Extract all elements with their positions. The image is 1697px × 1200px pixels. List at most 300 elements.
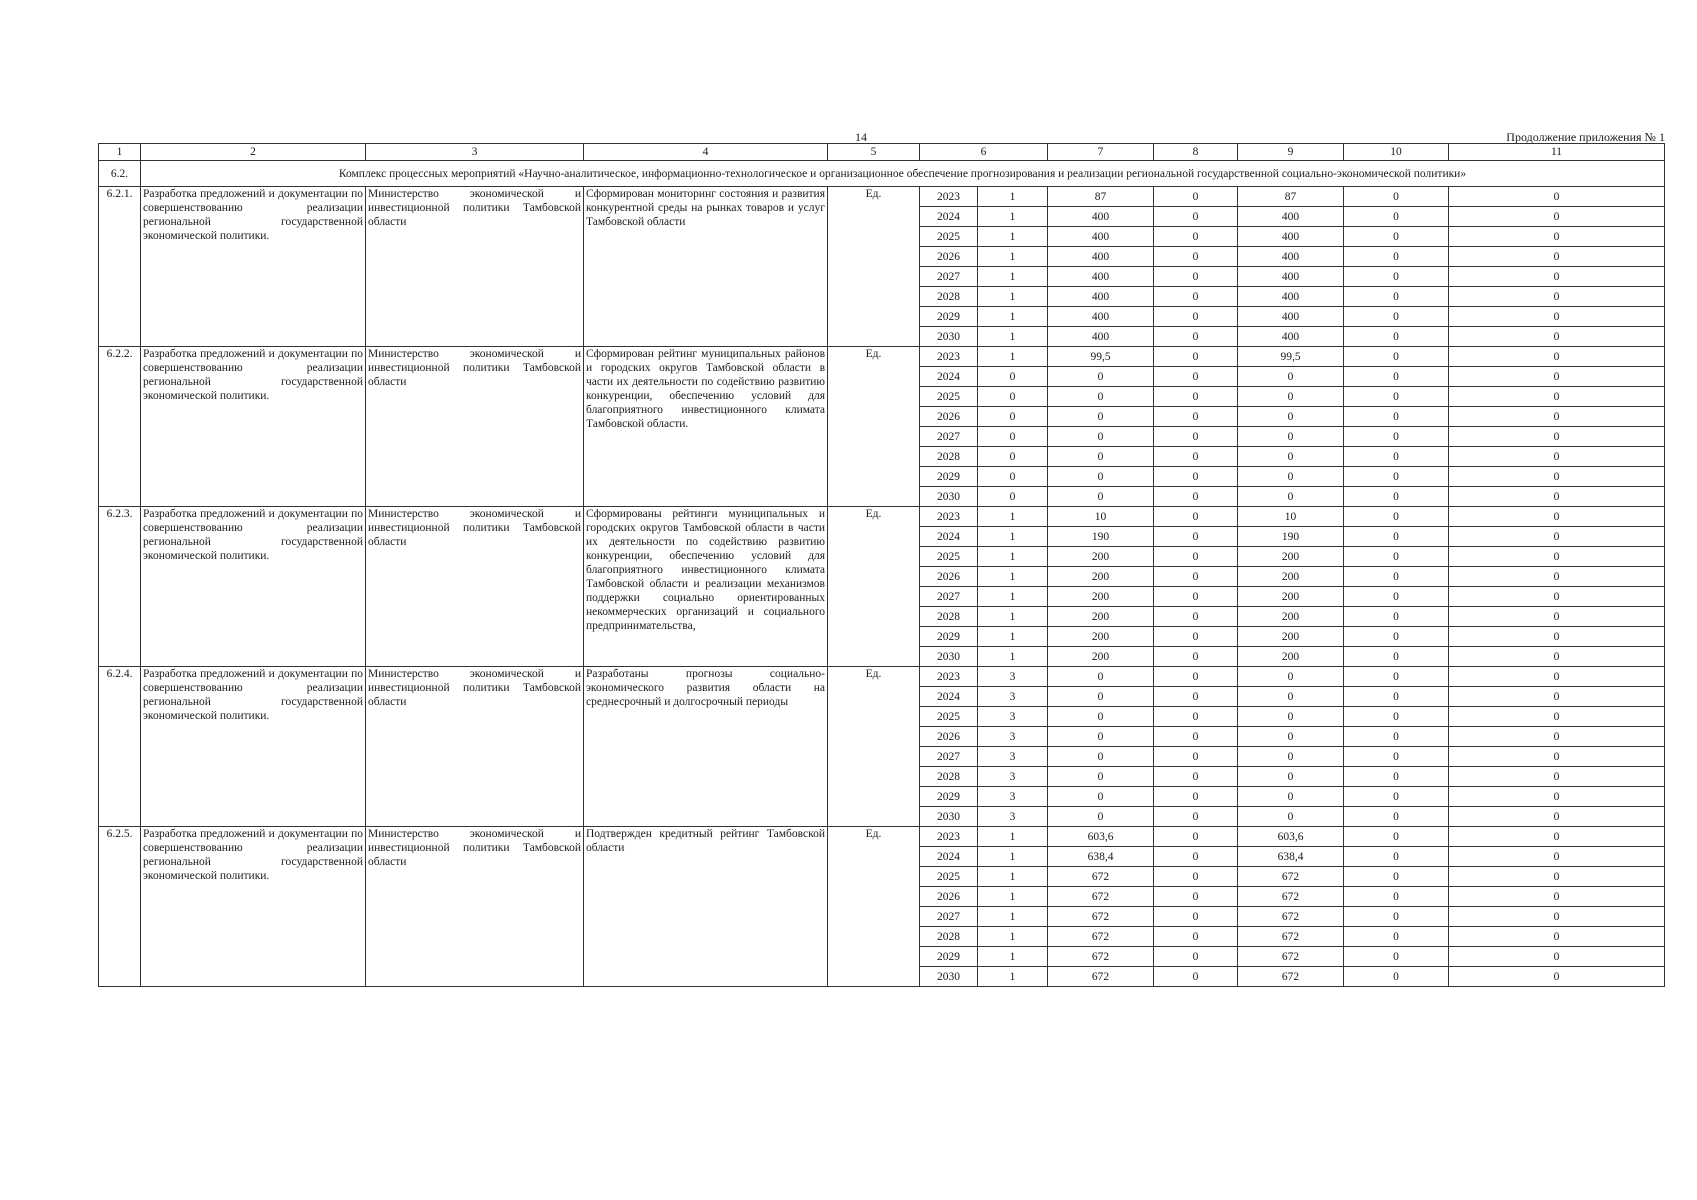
value-cell: 0 bbox=[1344, 847, 1449, 867]
value-cell: 0 bbox=[1344, 307, 1449, 327]
value-cell: 190 bbox=[1238, 527, 1344, 547]
value-cell: 0 bbox=[1344, 367, 1449, 387]
value-cell: 0 bbox=[1154, 447, 1238, 467]
value-cell: 0 bbox=[1449, 467, 1665, 487]
value-cell: 0 bbox=[1449, 307, 1665, 327]
value-cell: 0 bbox=[1344, 807, 1449, 827]
value-cell: 0 bbox=[978, 367, 1048, 387]
value-cell: 0 bbox=[1344, 247, 1449, 267]
table-row bbox=[99, 187, 1665, 207]
item-name: Разработка предложений и документации по совершенствованию реализации региональной государственной экономической политики. bbox=[141, 507, 366, 667]
value-cell: 200 bbox=[1238, 547, 1344, 567]
year-cell: 2026 bbox=[920, 407, 978, 427]
column-number-row bbox=[99, 144, 1665, 161]
value-cell: 0 bbox=[1238, 367, 1344, 387]
item-name: Разработка предложений и документации по совершенствованию реализации региональной государственной экономической политики. bbox=[141, 347, 366, 507]
value-cell: 672 bbox=[1238, 887, 1344, 907]
value-cell: 0 bbox=[1154, 967, 1238, 987]
value-cell: 0 bbox=[1154, 667, 1238, 687]
year-cell: 2023 bbox=[920, 507, 978, 527]
header-cell: 7 bbox=[1048, 144, 1154, 161]
value-cell: 1 bbox=[978, 527, 1048, 547]
continuation-note: Продолжение приложения № 1 bbox=[1506, 130, 1665, 144]
year-cell: 2026 bbox=[920, 887, 978, 907]
value-cell: 0 bbox=[1154, 887, 1238, 907]
value-cell: 0 bbox=[978, 407, 1048, 427]
value-cell: 0 bbox=[1048, 427, 1154, 447]
value-cell: 0 bbox=[1238, 387, 1344, 407]
value-cell: 0 bbox=[1154, 807, 1238, 827]
table-row bbox=[99, 667, 1665, 687]
year-cell: 2027 bbox=[920, 427, 978, 447]
value-cell: 0 bbox=[1449, 527, 1665, 547]
value-cell: 1 bbox=[978, 327, 1048, 347]
value-cell: 1 bbox=[978, 967, 1048, 987]
value-cell: 672 bbox=[1238, 967, 1344, 987]
value-cell: 1 bbox=[978, 507, 1048, 527]
value-cell: 0 bbox=[1238, 707, 1344, 727]
value-cell: 400 bbox=[1048, 247, 1154, 267]
value-cell: 200 bbox=[1238, 587, 1344, 607]
value-cell: 0 bbox=[1154, 187, 1238, 207]
value-cell: 400 bbox=[1238, 307, 1344, 327]
value-cell: 0 bbox=[1154, 927, 1238, 947]
value-cell: 672 bbox=[1238, 927, 1344, 947]
value-cell: 1 bbox=[978, 867, 1048, 887]
year-cell: 2029 bbox=[920, 627, 978, 647]
year-cell: 2024 bbox=[920, 367, 978, 387]
value-cell: 0 bbox=[1154, 827, 1238, 847]
year-cell: 2024 bbox=[920, 207, 978, 227]
item-unit: Ед. bbox=[828, 827, 920, 987]
value-cell: 3 bbox=[978, 747, 1048, 767]
value-cell: 0 bbox=[1154, 427, 1238, 447]
value-cell: 0 bbox=[1449, 287, 1665, 307]
value-cell: 0 bbox=[1344, 907, 1449, 927]
value-cell: 0 bbox=[1344, 647, 1449, 667]
value-cell: 3 bbox=[978, 787, 1048, 807]
value-cell: 0 bbox=[1344, 267, 1449, 287]
value-cell: 0 bbox=[1048, 467, 1154, 487]
header-cell: 6 bbox=[920, 144, 1048, 161]
year-cell: 2027 bbox=[920, 267, 978, 287]
value-cell: 0 bbox=[1154, 227, 1238, 247]
value-cell: 0 bbox=[1048, 747, 1154, 767]
year-cell: 2026 bbox=[920, 727, 978, 747]
item-result: Сформирован мониторинг состояния и развития конкурентной среды на рынках товаров и услуг Тамбовской области bbox=[584, 187, 828, 347]
value-cell: 0 bbox=[1449, 567, 1665, 587]
year-cell: 2030 bbox=[920, 487, 978, 507]
value-cell: 0 bbox=[1154, 387, 1238, 407]
value-cell: 0 bbox=[1449, 387, 1665, 407]
value-cell: 0 bbox=[1449, 967, 1665, 987]
item-name: Разработка предложений и документации по совершенствованию реализации региональной государственной экономической политики. bbox=[141, 667, 366, 827]
value-cell: 1 bbox=[978, 607, 1048, 627]
value-cell: 0 bbox=[1048, 707, 1154, 727]
item-code: 6.2.4. bbox=[99, 667, 141, 827]
value-cell: 400 bbox=[1048, 287, 1154, 307]
value-cell: 10 bbox=[1238, 507, 1344, 527]
value-cell: 0 bbox=[1344, 947, 1449, 967]
value-cell: 400 bbox=[1238, 207, 1344, 227]
value-cell: 1 bbox=[978, 227, 1048, 247]
value-cell: 0 bbox=[1154, 567, 1238, 587]
value-cell: 0 bbox=[1449, 807, 1665, 827]
header-cell: 5 bbox=[828, 144, 920, 161]
year-cell: 2028 bbox=[920, 767, 978, 787]
value-cell: 0 bbox=[1449, 647, 1665, 667]
value-cell: 0 bbox=[1449, 447, 1665, 467]
value-cell: 0 bbox=[1449, 187, 1665, 207]
value-cell: 0 bbox=[1344, 427, 1449, 447]
year-cell: 2025 bbox=[920, 227, 978, 247]
item-result: Сформированы рейтинги муниципальных и городских округов Тамбовской области в части их деятельности по содействию развитию конкуренции, обеспечению условий для благоприятного инвестиционного климата Тамбовской области и реализации механизмов поддержки социально ориентированных некоммерческих организаций и социального предпринимательства, bbox=[584, 507, 828, 667]
item-name: Разработка предложений и документации по совершенствованию реализации региональной государственной экономической политики. bbox=[141, 827, 366, 987]
value-cell: 0 bbox=[1048, 407, 1154, 427]
value-cell: 1 bbox=[978, 187, 1048, 207]
value-cell: 3 bbox=[978, 807, 1048, 827]
year-cell: 2025 bbox=[920, 387, 978, 407]
table-row bbox=[99, 827, 1665, 847]
year-cell: 2027 bbox=[920, 747, 978, 767]
value-cell: 0 bbox=[1344, 327, 1449, 347]
value-cell: 0 bbox=[1344, 747, 1449, 767]
header-cell: 8 bbox=[1154, 144, 1238, 161]
value-cell: 0 bbox=[1154, 267, 1238, 287]
section-title: Комплекс процессных мероприятий «Научно-аналитическое, информационно-технологическое и организационное обеспечение прогнозирования и реализации региональной государственной социально-экономической политики» bbox=[141, 161, 1665, 187]
item-unit: Ед. bbox=[828, 187, 920, 347]
value-cell: 3 bbox=[978, 687, 1048, 707]
value-cell: 0 bbox=[978, 487, 1048, 507]
value-cell: 0 bbox=[1344, 187, 1449, 207]
value-cell: 200 bbox=[1048, 647, 1154, 667]
year-cell: 2025 bbox=[920, 867, 978, 887]
year-cell: 2026 bbox=[920, 247, 978, 267]
value-cell: 0 bbox=[1344, 207, 1449, 227]
value-cell: 1 bbox=[978, 627, 1048, 647]
year-cell: 2024 bbox=[920, 527, 978, 547]
value-cell: 200 bbox=[1048, 547, 1154, 567]
value-cell: 0 bbox=[1154, 787, 1238, 807]
value-cell: 0 bbox=[1344, 287, 1449, 307]
value-cell: 0 bbox=[1344, 667, 1449, 687]
value-cell: 0 bbox=[1344, 827, 1449, 847]
value-cell: 0 bbox=[1344, 927, 1449, 947]
year-cell: 2027 bbox=[920, 907, 978, 927]
value-cell: 0 bbox=[1344, 967, 1449, 987]
year-cell: 2028 bbox=[920, 607, 978, 627]
value-cell: 0 bbox=[1344, 867, 1449, 887]
value-cell: 0 bbox=[1344, 767, 1449, 787]
year-cell: 2024 bbox=[920, 847, 978, 867]
value-cell: 400 bbox=[1238, 287, 1344, 307]
year-cell: 2028 bbox=[920, 927, 978, 947]
value-cell: 87 bbox=[1238, 187, 1344, 207]
value-cell: 0 bbox=[1449, 427, 1665, 447]
value-cell: 0 bbox=[1449, 747, 1665, 767]
year-cell: 2023 bbox=[920, 347, 978, 367]
value-cell: 0 bbox=[1449, 507, 1665, 527]
value-cell: 0 bbox=[978, 387, 1048, 407]
value-cell: 0 bbox=[1449, 247, 1665, 267]
value-cell: 200 bbox=[1238, 647, 1344, 667]
value-cell: 0 bbox=[978, 427, 1048, 447]
value-cell: 0 bbox=[1154, 847, 1238, 867]
header-cell: 9 bbox=[1238, 144, 1344, 161]
value-cell: 0 bbox=[1238, 487, 1344, 507]
value-cell: 0 bbox=[1154, 647, 1238, 667]
item-executor: Министерство экономической и инвестиционной политики Тамбовской области bbox=[366, 187, 584, 347]
value-cell: 0 bbox=[1449, 787, 1665, 807]
value-cell: 672 bbox=[1238, 867, 1344, 887]
value-cell: 0 bbox=[1048, 767, 1154, 787]
value-cell: 0 bbox=[1449, 267, 1665, 287]
value-cell: 0 bbox=[1344, 787, 1449, 807]
item-code: 6.2.1. bbox=[99, 187, 141, 347]
value-cell: 400 bbox=[1048, 307, 1154, 327]
value-cell: 672 bbox=[1048, 907, 1154, 927]
value-cell: 0 bbox=[1154, 947, 1238, 967]
value-cell: 0 bbox=[1238, 467, 1344, 487]
value-cell: 99,5 bbox=[1238, 347, 1344, 367]
item-executor: Министерство экономической и инвестиционной политики Тамбовской области bbox=[366, 667, 584, 827]
section-code: 6.2. bbox=[99, 161, 141, 187]
value-cell: 0 bbox=[1344, 587, 1449, 607]
item-unit: Ед. bbox=[828, 347, 920, 507]
value-cell: 0 bbox=[1344, 887, 1449, 907]
value-cell: 1 bbox=[978, 567, 1048, 587]
item-result: Подтвержден кредитный рейтинг Тамбовской области bbox=[584, 827, 828, 987]
value-cell: 0 bbox=[1344, 687, 1449, 707]
value-cell: 0 bbox=[1238, 807, 1344, 827]
value-cell: 200 bbox=[1048, 587, 1154, 607]
value-cell: 0 bbox=[1154, 527, 1238, 547]
item-executor: Министерство экономической и инвестиционной политики Тамбовской области bbox=[366, 827, 584, 987]
value-cell: 0 bbox=[1344, 387, 1449, 407]
value-cell: 0 bbox=[1154, 487, 1238, 507]
value-cell: 0 bbox=[1344, 707, 1449, 727]
value-cell: 672 bbox=[1238, 947, 1344, 967]
year-cell: 2025 bbox=[920, 547, 978, 567]
value-cell: 0 bbox=[1154, 327, 1238, 347]
value-cell: 1 bbox=[978, 847, 1048, 867]
value-cell: 0 bbox=[1449, 867, 1665, 887]
value-cell: 0 bbox=[1048, 787, 1154, 807]
value-cell: 672 bbox=[1238, 907, 1344, 927]
year-cell: 2030 bbox=[920, 967, 978, 987]
value-cell: 0 bbox=[1344, 407, 1449, 427]
year-cell: 2023 bbox=[920, 187, 978, 207]
item-code: 6.2.3. bbox=[99, 507, 141, 667]
item-name: Разработка предложений и документации по совершенствованию реализации региональной государственной экономической политики. bbox=[141, 187, 366, 347]
value-cell: 1 bbox=[978, 927, 1048, 947]
value-cell: 0 bbox=[1449, 947, 1665, 967]
value-cell: 0 bbox=[1238, 667, 1344, 687]
value-cell: 0 bbox=[1449, 927, 1665, 947]
value-cell: 638,4 bbox=[1048, 847, 1154, 867]
value-cell: 0 bbox=[1344, 547, 1449, 567]
value-cell: 0 bbox=[1449, 347, 1665, 367]
value-cell: 400 bbox=[1238, 267, 1344, 287]
value-cell: 0 bbox=[1238, 787, 1344, 807]
value-cell: 1 bbox=[978, 287, 1048, 307]
value-cell: 0 bbox=[1344, 567, 1449, 587]
value-cell: 0 bbox=[1344, 467, 1449, 487]
value-cell: 0 bbox=[1048, 727, 1154, 747]
value-cell: 200 bbox=[1238, 567, 1344, 587]
value-cell: 1 bbox=[978, 647, 1048, 667]
value-cell: 3 bbox=[978, 767, 1048, 787]
value-cell: 0 bbox=[1154, 507, 1238, 527]
value-cell: 400 bbox=[1238, 327, 1344, 347]
year-cell: 2030 bbox=[920, 647, 978, 667]
value-cell: 0 bbox=[1449, 847, 1665, 867]
value-cell: 3 bbox=[978, 667, 1048, 687]
value-cell: 0 bbox=[1154, 367, 1238, 387]
value-cell: 0 bbox=[1449, 767, 1665, 787]
value-cell: 603,6 bbox=[1048, 827, 1154, 847]
value-cell: 0 bbox=[1154, 467, 1238, 487]
value-cell: 0 bbox=[1154, 607, 1238, 627]
value-cell: 1 bbox=[978, 247, 1048, 267]
value-cell: 400 bbox=[1048, 267, 1154, 287]
value-cell: 0 bbox=[1344, 227, 1449, 247]
header-cell: 10 bbox=[1344, 144, 1449, 161]
value-cell: 0 bbox=[1238, 687, 1344, 707]
header-cell: 3 bbox=[366, 144, 584, 161]
value-cell: 200 bbox=[1238, 627, 1344, 647]
value-cell: 190 bbox=[1048, 527, 1154, 547]
value-cell: 0 bbox=[978, 447, 1048, 467]
header-cell: 4 bbox=[584, 144, 828, 161]
value-cell: 0 bbox=[1154, 747, 1238, 767]
value-cell: 0 bbox=[1154, 347, 1238, 367]
table-row bbox=[99, 347, 1665, 367]
year-cell: 2030 bbox=[920, 327, 978, 347]
value-cell: 0 bbox=[1449, 727, 1665, 747]
value-cell: 0 bbox=[1344, 727, 1449, 747]
item-unit: Ед. bbox=[828, 667, 920, 827]
value-cell: 3 bbox=[978, 707, 1048, 727]
value-cell: 0 bbox=[1154, 207, 1238, 227]
value-cell: 0 bbox=[1238, 407, 1344, 427]
value-cell: 0 bbox=[1238, 427, 1344, 447]
value-cell: 0 bbox=[1154, 727, 1238, 747]
value-cell: 1 bbox=[978, 827, 1048, 847]
page-number: 14 bbox=[855, 130, 867, 144]
value-cell: 1 bbox=[978, 307, 1048, 327]
item-executor: Министерство экономической и инвестиционной политики Тамбовской области bbox=[366, 347, 584, 507]
value-cell: 0 bbox=[1238, 767, 1344, 787]
value-cell: 1 bbox=[978, 887, 1048, 907]
value-cell: 0 bbox=[1048, 807, 1154, 827]
value-cell: 0 bbox=[1154, 587, 1238, 607]
value-cell: 1 bbox=[978, 207, 1048, 227]
value-cell: 0 bbox=[1449, 407, 1665, 427]
value-cell: 0 bbox=[1048, 367, 1154, 387]
value-cell: 400 bbox=[1048, 227, 1154, 247]
value-cell: 1 bbox=[978, 947, 1048, 967]
value-cell: 0 bbox=[1048, 487, 1154, 507]
item-result: Разработаны прогнозы социально-экономического развития области на среднесрочный и долгосрочный периоды bbox=[584, 667, 828, 827]
value-cell: 0 bbox=[1344, 627, 1449, 647]
value-cell: 0 bbox=[1238, 727, 1344, 747]
year-cell: 2028 bbox=[920, 287, 978, 307]
value-cell: 0 bbox=[1154, 767, 1238, 787]
value-cell: 0 bbox=[1449, 607, 1665, 627]
year-cell: 2029 bbox=[920, 787, 978, 807]
appendix-table bbox=[98, 143, 1665, 987]
value-cell: 0 bbox=[1154, 407, 1238, 427]
value-cell: 0 bbox=[1449, 687, 1665, 707]
value-cell: 0 bbox=[1449, 587, 1665, 607]
year-cell: 2023 bbox=[920, 827, 978, 847]
value-cell: 400 bbox=[1048, 327, 1154, 347]
value-cell: 0 bbox=[1154, 907, 1238, 927]
value-cell: 1 bbox=[978, 547, 1048, 567]
value-cell: 200 bbox=[1048, 627, 1154, 647]
value-cell: 99,5 bbox=[1048, 347, 1154, 367]
value-cell: 0 bbox=[1449, 227, 1665, 247]
value-cell: 1 bbox=[978, 347, 1048, 367]
section-row bbox=[99, 161, 1665, 187]
item-code: 6.2.5. bbox=[99, 827, 141, 987]
value-cell: 0 bbox=[1344, 607, 1449, 627]
header-cell: 11 bbox=[1449, 144, 1665, 161]
value-cell: 0 bbox=[1344, 347, 1449, 367]
value-cell: 400 bbox=[1048, 207, 1154, 227]
item-unit: Ед. bbox=[828, 507, 920, 667]
value-cell: 0 bbox=[1154, 287, 1238, 307]
item-code: 6.2.2. bbox=[99, 347, 141, 507]
year-cell: 2027 bbox=[920, 587, 978, 607]
value-cell: 0 bbox=[1449, 207, 1665, 227]
value-cell: 0 bbox=[1154, 707, 1238, 727]
value-cell: 1 bbox=[978, 587, 1048, 607]
value-cell: 0 bbox=[1154, 247, 1238, 267]
value-cell: 0 bbox=[1048, 447, 1154, 467]
value-cell: 0 bbox=[1238, 747, 1344, 767]
value-cell: 0 bbox=[1344, 507, 1449, 527]
value-cell: 0 bbox=[1344, 487, 1449, 507]
value-cell: 0 bbox=[1048, 687, 1154, 707]
value-cell: 0 bbox=[1449, 367, 1665, 387]
value-cell: 0 bbox=[1048, 667, 1154, 687]
value-cell: 0 bbox=[1449, 827, 1665, 847]
value-cell: 0 bbox=[1449, 327, 1665, 347]
value-cell: 0 bbox=[1449, 627, 1665, 647]
value-cell: 0 bbox=[1154, 547, 1238, 567]
value-cell: 0 bbox=[978, 467, 1048, 487]
value-cell: 672 bbox=[1048, 967, 1154, 987]
value-cell: 1 bbox=[978, 267, 1048, 287]
value-cell: 0 bbox=[1154, 627, 1238, 647]
item-result: Сформирован рейтинг муниципальных районов и городских округов Тамбовской области в части их деятельности по содействию развитию конкуренции, обеспечению условий для благоприятного инвестиционного климата Тамбовской области. bbox=[584, 347, 828, 507]
value-cell: 87 bbox=[1048, 187, 1154, 207]
value-cell: 400 bbox=[1238, 247, 1344, 267]
year-cell: 2026 bbox=[920, 567, 978, 587]
value-cell: 0 bbox=[1238, 447, 1344, 467]
header-cell: 2 bbox=[141, 144, 366, 161]
value-cell: 200 bbox=[1048, 567, 1154, 587]
value-cell: 0 bbox=[1449, 887, 1665, 907]
year-cell: 2024 bbox=[920, 687, 978, 707]
value-cell: 0 bbox=[1154, 867, 1238, 887]
value-cell: 672 bbox=[1048, 927, 1154, 947]
value-cell: 0 bbox=[1449, 547, 1665, 567]
value-cell: 1 bbox=[978, 907, 1048, 927]
year-cell: 2028 bbox=[920, 447, 978, 467]
